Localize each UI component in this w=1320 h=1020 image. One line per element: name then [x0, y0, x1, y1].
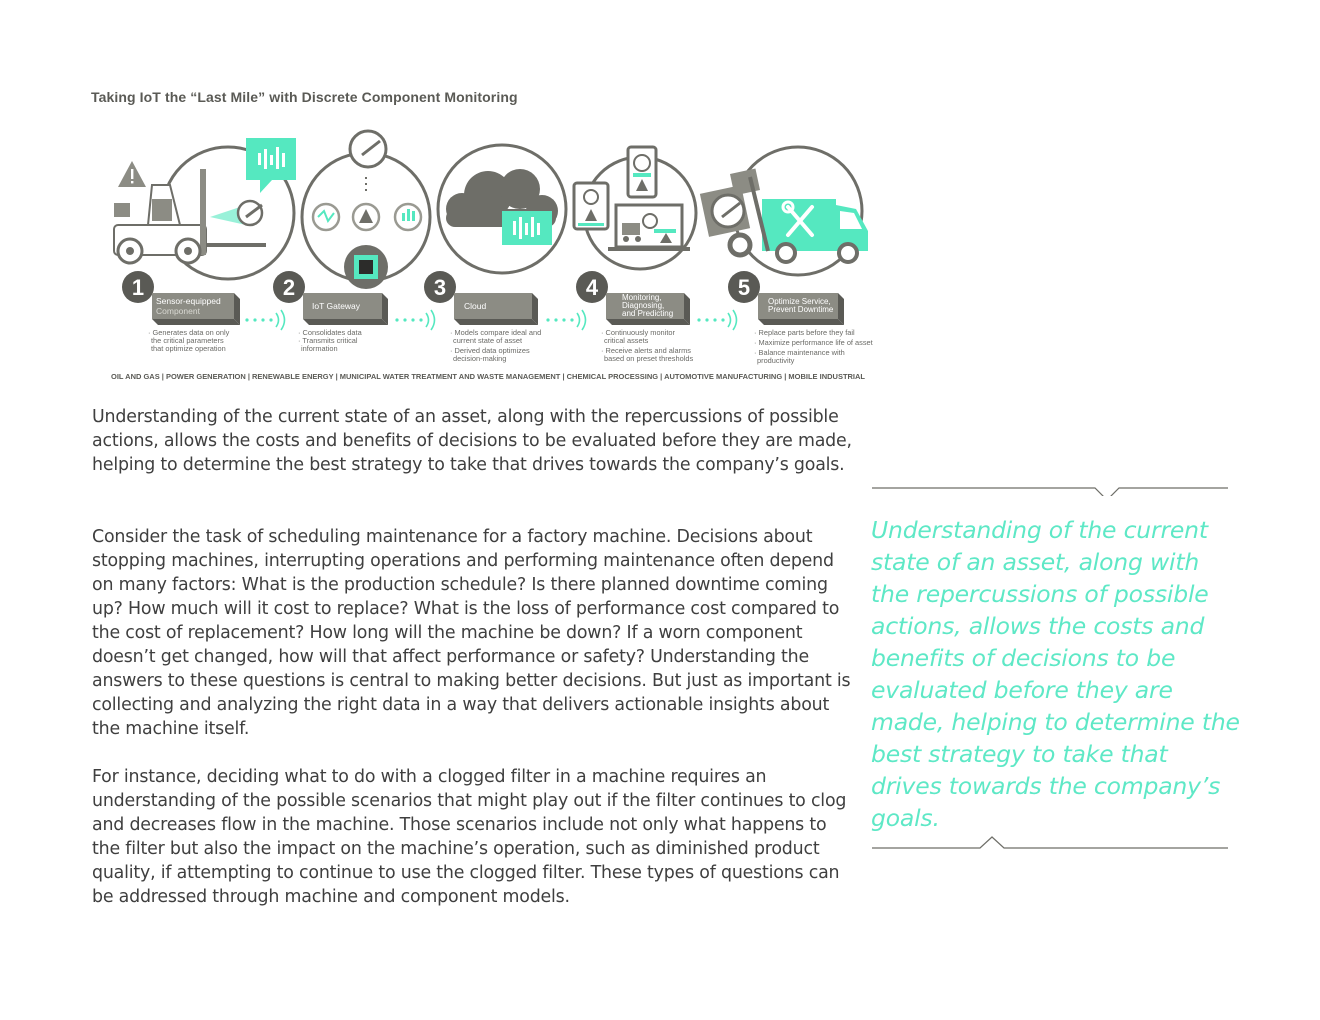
step-1-illustration [114, 138, 296, 279]
svg-text:· Receive alerts and alarms: · Receive alerts and alarms [601, 346, 691, 355]
tablet-icon [574, 183, 608, 229]
svg-text:5: 5 [737, 275, 751, 300]
step-3-bullets [450, 328, 541, 363]
step-5-illustration [700, 147, 868, 275]
svg-text:decision-making: decision-making [453, 354, 507, 363]
svg-text:1: 1 [131, 275, 145, 300]
pull-quote-top-rule [872, 482, 1228, 496]
svg-text:· Derived data optimizes: · Derived data optimizes [450, 346, 530, 355]
phone-icon [628, 147, 656, 197]
figure-title: Taking IoT the “Last Mile” with Discrete Component Monitoring [91, 89, 518, 105]
svg-text:3: 3 [433, 275, 447, 300]
svg-text:· Balance maintenance with: · Balance maintenance with [754, 348, 845, 357]
svg-text:Component: Component [156, 306, 200, 316]
svg-text:Monitoring,: Monitoring, [622, 293, 662, 302]
svg-text:productivity: productivity [757, 356, 795, 365]
svg-text:the critical parameters: the critical parameters [151, 336, 224, 345]
step-2-bullets [298, 328, 363, 353]
body-paragraph-3: For instance, deciding what to do with a clogged filter in a machine requires an understanding of the possible scenarios that might play out if the filter continues to clog and decreases flow in the machine. Those scenarios include not only what happens to the filter but also the impact on the machine’s operation, such as diminished product quality, if attempting to continue to use the clogged filter. These types of questions can be addressed through machine and component models. [92, 767, 847, 907]
svg-text:· Consolidates data: · Consolidates data [298, 328, 362, 337]
signal-bubble-icon [502, 211, 552, 245]
svg-text:IoT Gateway: IoT Gateway [312, 301, 361, 311]
step-3-illustration [438, 145, 566, 273]
service-van-icon [762, 199, 868, 262]
svg-text:Sensor-equipped: Sensor-equipped [156, 296, 221, 306]
svg-text:· Replace parts before they fa: · Replace parts before they fail [754, 328, 855, 337]
hand-truck-icon [700, 169, 768, 255]
svg-text:· Continuously monitor: · Continuously monitor [601, 328, 675, 337]
step-5-bullets [754, 328, 873, 365]
step-4-illustration [574, 147, 696, 269]
svg-text:4: 4 [585, 275, 599, 300]
laptop-icon [608, 205, 690, 251]
step-3-marker [424, 271, 538, 325]
pull-quote: Understanding of the current state of an asset, along with the repercussions of possible actions, allows the costs and benefits of decisions to be evaluated before they are made, helping to determine the best strategy to take that drives towards the company’s goals. [871, 516, 1240, 832]
warning-icon [118, 161, 146, 187]
svg-text:Diagnosing,: Diagnosing, [622, 301, 665, 310]
pull-quote-bottom-rule [872, 836, 1228, 850]
svg-text:that optimize operation: that optimize operation [151, 344, 226, 353]
svg-text:current state of asset: current state of asset [453, 336, 523, 345]
svg-text:Prevent Downtime: Prevent Downtime [768, 305, 834, 314]
svg-text:· Generates data on only: · Generates data on only [148, 328, 230, 337]
step-2-illustration [302, 131, 430, 289]
svg-text:2: 2 [282, 275, 296, 300]
step-5-marker [728, 271, 844, 325]
body-paragraph-2: Consider the task of scheduling maintenance for a factory machine. Decisions about stopping machines, interrupting operations and performing maintenance often depend on many factors: What is the production schedule? Is there planned downtime coming up? How much will it cost to replace? What is the loss of performance cost compared to the cost of replacement? How long will the machine be down? If a worn component doesn’t get changed, how will that affect performance or safety? Understanding the answers to these questions is central to making better decisions. But just as important is collecting and analyzing the right data in a way that delivers actionable insights about the machine itself. [92, 527, 851, 739]
body-paragraph-1: Understanding of the current state of an asset, along with the repercussions of possible actions, allows the costs and benefits of decisions to be evaluated before they are made, helping to determine the best strategy to take that drives towards the company’s goals. [92, 407, 852, 475]
step-4-marker [576, 271, 690, 325]
svg-text:· Models compare ideal and: · Models compare ideal and [450, 328, 542, 337]
industries-list: OIL AND GAS | POWER GENERATION | RENEWABLE ENERGY | MUNICIPAL WATER TREATMENT AND WASTE MANAGEMENT | CHEMICAL PROCESSING | AUTOMOTIVE MANUFACTURING | MOBILE INDUSTRIAL [111, 372, 866, 381]
svg-text:based on preset thresholds: based on preset thresholds [604, 354, 694, 363]
svg-text:Optimize Service,: Optimize Service, [768, 297, 831, 306]
svg-text:information: information [301, 344, 338, 353]
svg-text:critical assets: critical assets [604, 336, 649, 345]
iot-last-mile-diagram [100, 125, 880, 387]
step-1-bullets [148, 328, 230, 353]
svg-text:and Predicting: and Predicting [622, 309, 674, 318]
step-4-bullets [601, 328, 693, 363]
gateway-chip-icon [344, 245, 388, 289]
svg-text:Cloud: Cloud [464, 301, 487, 311]
svg-text:· Maximize performance life of: · Maximize performance life of asset [754, 338, 873, 347]
svg-text:· Transmits critical: · Transmits critical [298, 336, 358, 345]
